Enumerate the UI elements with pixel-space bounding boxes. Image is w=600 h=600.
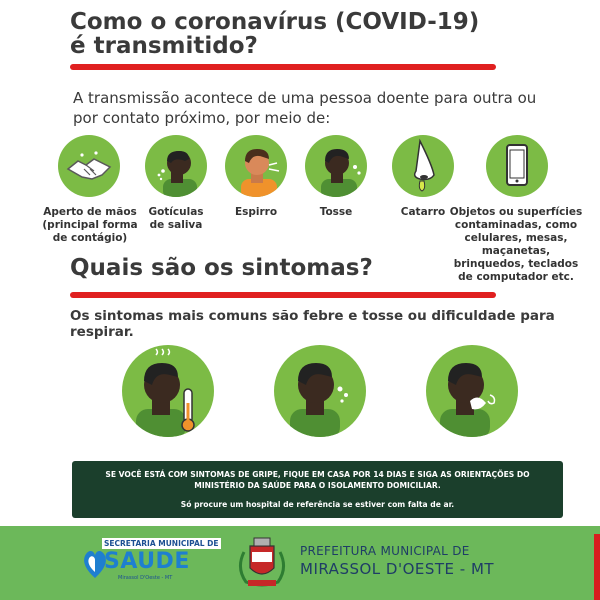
symptoms-underline	[70, 292, 496, 298]
intro-line-1: A transmissão acontece de uma pessoa doente para outra ou	[73, 89, 537, 107]
label-sneeze	[225, 206, 287, 219]
label-line: Gotículas	[148, 206, 204, 218]
label-line: Espirro	[234, 206, 278, 218]
prefeitura-line-2: MIRASSOL D'OESTE - MT	[300, 560, 495, 578]
breathing-difficulty-icon	[426, 345, 518, 437]
fever-thermometer-icon	[122, 345, 214, 437]
municipal-coat-of-arms-icon	[236, 532, 288, 590]
transmission-title	[70, 10, 479, 58]
nose-mucus-icon	[392, 135, 454, 197]
smartphone-icon	[486, 135, 548, 197]
title-underline	[70, 64, 496, 70]
symptoms-text: Os sintomas mais comuns são febre e tosse ou dificuldade para respirar.	[70, 308, 555, 340]
label-objects	[434, 206, 598, 284]
label-line: Tosse	[319, 206, 353, 218]
cough-icon	[274, 345, 366, 437]
label-line: de computador etc.	[458, 271, 574, 283]
symptoms-title: Quais são os sintomas?	[70, 255, 373, 281]
label-line: contaminadas, como	[454, 219, 578, 231]
intro-line-2: por contato próximo, por meio de:	[73, 109, 331, 127]
saude-sub-text: Mirassol D'Oeste - MT	[118, 575, 173, 581]
label-cough	[305, 206, 367, 219]
home-isolation-notice	[72, 461, 563, 518]
title-line-2: é transmitido?	[70, 33, 258, 60]
notice-line-1: SE VOCÊ ESTÁ COM SINTOMAS DE GRIPE, FIQUE EM CASA POR 14 DIAS E SIGA AS ORIENTAÇÕES DO MINISTÉRIO DA SAÚDE PARA O ISOLAMENTO DOMICILIAR.	[105, 470, 530, 490]
footer-red-accent	[594, 534, 600, 600]
handshake-icon	[58, 135, 120, 197]
label-line: Objetos ou superfícies	[449, 206, 583, 218]
sneeze-icon	[225, 135, 287, 197]
label-line: de contágio)	[52, 232, 128, 244]
droplets-icon	[145, 135, 207, 197]
prefeitura-line-1: PREFEITURA MUNICIPAL DE	[300, 544, 470, 558]
secretaria-saude-logo	[82, 536, 219, 586]
saude-top-text: SECRETARIA MUNICIPAL DE	[104, 539, 219, 548]
label-droplets	[140, 206, 212, 232]
label-line: celulares, mesas, maçanetas,	[464, 232, 568, 257]
label-line: de saliva	[149, 219, 203, 231]
title-line-1: Como o coronavírus (COVID-19)	[70, 9, 480, 35]
transmission-intro	[73, 88, 543, 128]
saude-wordmark: SAUDE	[104, 549, 190, 574]
notice-line-2: Só procure um hospital de referência se estiver com falta de ar.	[180, 500, 455, 509]
label-line: Catarro	[400, 206, 446, 218]
label-line: (principal forma	[42, 219, 138, 231]
label-line: brinquedos, teclados	[453, 258, 579, 270]
cough-icon	[305, 135, 367, 197]
label-handshake	[40, 206, 140, 245]
label-line: Aperto de mãos	[43, 206, 137, 218]
